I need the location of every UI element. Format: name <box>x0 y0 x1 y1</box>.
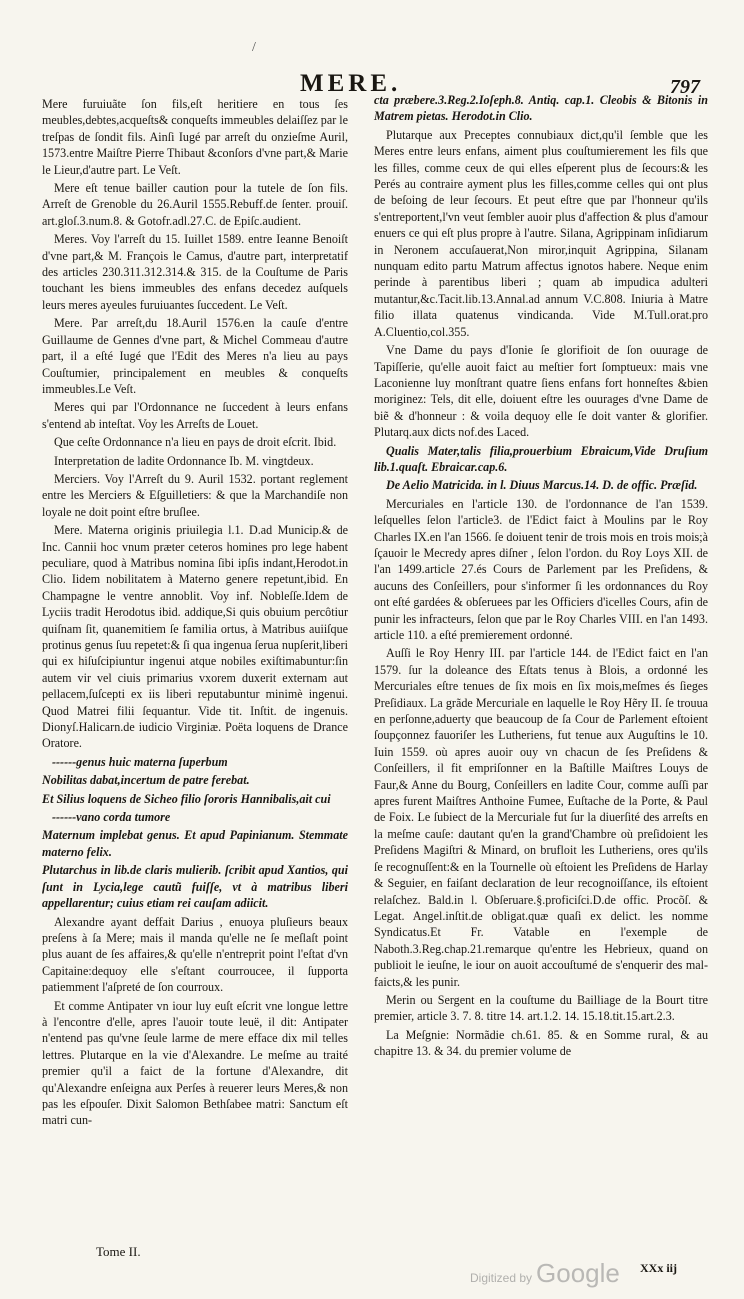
paragraph: Mere. Par arreſt,du 18.Auril 1576.en la cauſe d'entre Guillaume de Gennes d'vne part, & Michel Commeau d'autre part, il a eſté Iugé que l'Edit des Meres n'a lieu au pays Couſtumier, principalement en meubles & conqueſts immeubles.Le Veſt. <box>42 316 348 396</box>
paragraph: De Aelio Matricida. in l. Diuus Marcus.14. D. de offic. Præſid. <box>386 478 698 493</box>
paragraph: La Meſgnie: Normãdie ch.61. 85. & en Somme rural, & au chapitre 13. & 34. du premier volume de <box>374 1027 708 1059</box>
right-column <box>374 92 708 1062</box>
paragraph: Meres. Voy l'arreſt du 15. Iuillet 1589. entre Ieanne Benoiſt d'vne part,& M. François le Camus, d'autre part, interpretatif des articles 230.311.312.314.& 315. de la Couſtume de Paris touchant les biens immeubles des enfans decedez auſquels leurs meres ayeules furuiuantes ſuccedent. Le Veſt. <box>42 232 348 312</box>
verse-line: ------genus huic materna ſuperbum <box>52 754 228 769</box>
paragraph: Merciers. Voy l'Arreſt du 9. Auril 1532. portant reglement entre les Merciers & Eſguilletiers: & que la Marchandiſe non loyale ne doit point eſtre bruſlee. <box>42 471 348 519</box>
paragraph: Mere eſt tenue bailler caution pour la tutele de ſon fils. Arreſt de Grenoble du 26.Auril 1555.Rebuff.de ſenter. prouiſ. art.gloſ.3.num.8. & Gotofr.adl.27.C. de Epiſc.audient. <box>42 181 348 228</box>
paragraph: Mere furuiuãte ſon fils,eſt heritiere en tous ſes meubles,debtes,acqueſts& conqueſts immeubles delaiſſez par le treſpas de ſondit fils. Ainſi Iugé par arreſt du onzieſme Auril, 1573.entre Maiſtre Pierre Thibaut &conſors d'vne part,& Marie le Lieur,d'autre part. Le Veſt. <box>42 97 348 177</box>
verse-line: Nobilitas dabat,incertum de patre ferebat. <box>42 773 250 788</box>
paragraph: Mercuriales en l'article 130. de l'ordonnance de l'an 1539. leſquelles ſelon l'article3. de l'Edict faict à Moulins par le Roy Charles IX.en l'an 1566. ſe doiuent tenir de trois mois en trois mois;à ſçauoir le Mecredy apres diſner , ſelon l'ordon. du Roy Loys XII. de l'an 1499.article 27.és Cours de Parlement par les Preſidens, & aucuns des Conſeillers, pour s'informer ſi les ordonnances du Roy ont eſté gardées & obſeruees par les Officiers d'icelles Cours, afin de punir les infracteurs, ſelon que par le Roy Charles VIII. en l'an 1493. article 110. a eſté premierement ordonné. <box>374 496 708 642</box>
volume-label: Tome II. <box>96 1244 141 1259</box>
paragraph: Et comme Antipater vn iour luy euſt eſcrit vne longue lettre à l'encontre d'elle, apres l'auoir toute leuë, il dit: Antipater n'entend pas qu'vne ſeule larme de mere efface dix mil telles lettres. Plutarque en la vie d'Alexandre. Le meſme au traité premier qu'il a faict de la fortune d'Alexandre, dit qu'Alexandre enſeigna aux Perſes à reuerer leurs Meres,& non pas les eſpouſer. Dixit Salomon Bethſabee matri: Sanctum eſt matri cun- <box>42 998 348 1128</box>
page-number: 797 <box>670 76 700 98</box>
paragraph: Interpretation de ladite Ordonnance Ib. M. vingtdeux. <box>54 453 314 468</box>
signature-mark: XXx iij <box>640 1261 677 1275</box>
paragraph: Plutarque aux Preceptes connubiaux dict,qu'il ſemble que les Meres entre leurs enfans, aiment plus couſtumierement les fils que les filles, comme ceux de qui elles eſperent plus de ſecours:& les Perés au contraire ayment plus les filles,comme celles qui ont plus de beſoing de leur ſecours. Et peut eſtre que par l'honneur qu'ils s'entreportent,l'vn veut ſembler auoir plus d'affection & plus d'amour enuers ce qui eſt plus propre à l'autre. Silana, Agrippinam inſidiarum in Neronem accuſauerat,Non miror,inquit Agrippina, Silanam nunquam edito partu Matrum affectus ignotos habere. Neque enim perinde à parentibus liberi ; quam ab impudica adulteri mutantur,&c.Tacit.lib.13.Annal.ad annum V.C.808. Iniuria à Matre filio illata quatenus vindicanda. Vide M.Tull.orat.pro A.Cluentio,col.355. <box>374 127 708 339</box>
paragraph: Alexandre ayant deffait Darius , enuoya pluſieurs beaux preſens à ſa Mere; mais il manda qu'elle ne ſe meſlaſt point plus auant de ſes affaires,& qu'elle n'entreprit point l'eſtat d'vn Capitaine:dequoy elle s'eſtant courroucee, il ſupporta patiemment l'aſpreté de ſon courroux. <box>42 914 348 995</box>
watermark-prefix: Digitized by <box>470 1271 533 1285</box>
paragraph: Auſſi le Roy Henry III. par l'article 144. de l'Edict faict en l'an 1579. ſur la doleance des Eſtats tenus à Blois, a ordonné les Mercuriales eſtre tenues de ſix mois en ſix mois,meſmes és ſieges Preſidiaux. La grãde Mercuriale en laquelle le Roy Hẽry II. ſe trouua en perſonne,aduerty que beaucoup de ſa Cour de Parlement eſtoient ſoupçonnez fauoriſer les Lutheriens, fut tenue aux Auguſtins le 10. Iuin 1559. où apres auoir ouy vn chacun de ſes Preſidens & Conſeillers, il fit empriſonner en la Baſtille Maiſtres Louys de Faur,& Anne du Bourg, Conſeillers en ladite Cour, comme auſſi par apres furent Maiſtres Anthoine Fumee, Euſtache de la Porte, & Paul de Foix. Le ſubiect de la Mercuriale fut ſur la diuerſité des arreſts en la meſme cauſe: dautant qu'en la grand'Chambre où preſidoient les Preſidens Magiſtri & Minard, on brufloit les Lutheriens, ores qu'ils ſe recognuſſent:& en la Tournelle où eſtoient les Preſidens de Harlay & Seguier, en faiſant declaration de leur recognoiſſance, ils eſtoient relaſchez. Bald.in l. Obſeruare.§.proficiſci.D.de offic. Procõſ. & Legat. Angel.inſtit.de obligat.quæ quaſi ex delict. les nomme Syndicatus.Et Fr. Vatable en l'exemple de Naboth.3.Reg.chap.21.remarque qu'entre les Hebrieux, quand on publioit le ieuſne, le iour on auoit accouſtumé de s'enquerir des mal-faicts,& les punir. <box>374 646 708 989</box>
digitized-watermark <box>470 1258 620 1289</box>
left-column <box>42 96 348 1131</box>
verse-line: ------vano corda tumore <box>52 810 171 825</box>
paragraph: Merin ou Sergent en la couſtume du Bailliage de la Bourt titre premier, article 3. 7. 8. titre 14. art.1.2. 14. 15.18.tit.15.art.2.3. <box>374 992 708 1024</box>
google-logo: Google <box>536 1258 620 1288</box>
paragraph: Vne Dame du pays d'Ionie ſe glorifioit de ſon ouurage de Tapiſſerie, qu'elle auoit faict au meſtier fort ſomptueux: mais vne Laconienne luy monſtrant quatre ſiens enfans fort honneſtes &bien moriginez: Tels, dit elle, doiuent eſtre les ouurages d'vne Dame de biẽ & d'honneur : & voila dequoy elle ſe doit vanter & glorifier. Plutarq.aux dicts nof.des Laced. <box>374 343 708 440</box>
paragraph: Meres qui par l'Ordonnance ne ſuccedent à leurs enfans s'entend ab inteſtat. Voy les Arreſts de Louet. <box>42 400 348 431</box>
paragraph: Que ceſte Ordonnance n'a lieu en pays de droit eſcrit. Ibid. <box>54 435 337 450</box>
paragraph: Qualis Mater,talis filia,prouerbium Ebraicum,Vide Druſium lib.1.quaſt. Ebraicar.cap.6. <box>374 443 708 474</box>
paragraph: cta præbere.3.Reg.2.Ioſeph.8. Antiq. cap.1. Cleobis & Bitonis in Matrem pietas. Herodot.in Clio. <box>374 93 708 124</box>
paragraph: Et Silius loquens de Sicheo filio ſororis Hannibalis,ait cui <box>42 791 331 806</box>
paragraph: Mere. Materna originis priuilegia l.1. D.ad Municip.& de Inc. Cannii hoc vnum præter ceteros homines pro lege habent peculiare, quod à Matribus nomina ſibi ipſis indant,Herodot.in Clio. Iidem nobilitatem à Materno genere repetunt,ibid. En Champagne le ventre annoblit. Voy inf. Nobleſſe.Idem de Lyciis tradit Herodotus ibid. addique,Si quis obuium percôtiur quiſnam ſit, quanemitiem ſe familia ortus, à Matribus auiiſque protinus genus ſuu repetet:& ſi qua ingenua ſerua nupſerit,liberi qui ex hiſuſcipiuntur ingenui atque nobiles exiſtimabuntur:ſin autem vir vel ciuis primarius vxorem duxerit externam aut pellacem,ſuſcepti ex iis liberi reputabuntur minimè ingenui. Quod Matrei filii ſequantur. Vide tit. Inſtit. de ingenuis. Dionyſ.Halicarn.de iudicio Virginiæ. Poëta loquens de Drance Oratore. <box>42 523 348 751</box>
paragraph: Plutarchus in lib.de claris mulierib. ſcribit apud Xantios, qui ſunt in Lycia,lege cautũ fuiſſe, vt à matribus liberi appellarentur; cuius etiam rei cauſam adiicit. <box>42 863 348 911</box>
paragraph: Maternum implebat genus. Et apud Papinianum. Stemmate materno felix. <box>42 828 348 859</box>
page-mark: / <box>252 40 256 55</box>
page-title: MERE. <box>300 70 402 97</box>
